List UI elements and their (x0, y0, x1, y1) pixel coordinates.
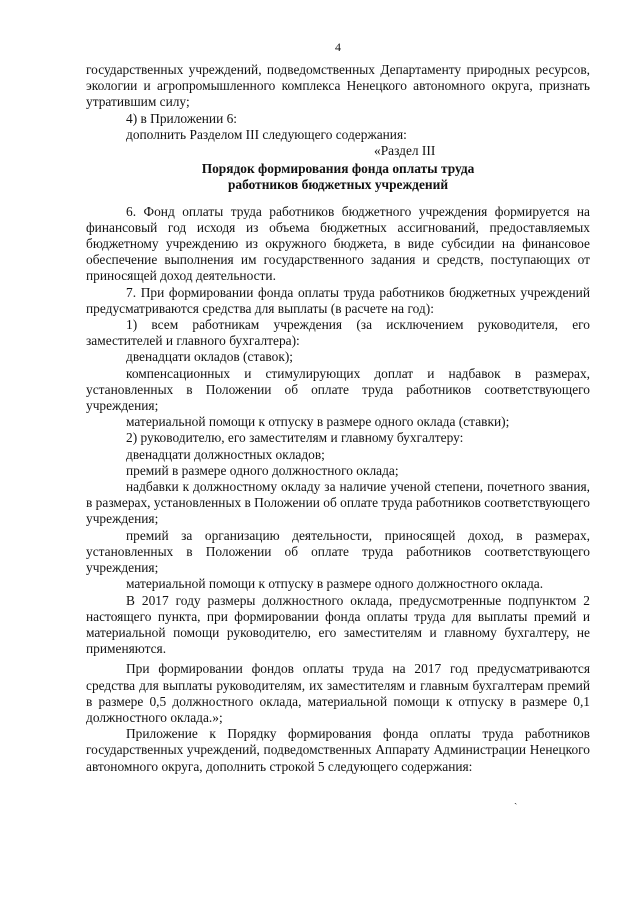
section-title-line-1: Порядок формирования фонда оплаты труда (201, 161, 475, 177)
paragraph-point-7: 7. При формировании фонда оплаты труда работников бюджетных учреждений предусматриваются средства для выплаты (в расчете на год): (86, 284, 590, 316)
paragraph-material-aid-official: материальной помощи к отпуску в размере одного должностного оклада. (126, 576, 544, 592)
section-label: «Раздел III (374, 143, 436, 159)
section-title (86, 161, 590, 193)
page-number: 4 (335, 40, 341, 54)
paragraph-appendix: Приложение к Порядку формирования фонда оплаты труда работников государственных учреждений, подведомственных Аппарату Администрации Ненецкого автономного округа, дополнить строкой 5 следующего содержания: (86, 726, 590, 774)
paragraph-twelve-salaries: двенадцати окладов (ставок); (126, 349, 294, 365)
paragraph-twelve-official-salaries: двенадцати должностных окладов; (126, 446, 325, 462)
paragraph-2017-note: В 2017 году размеры должностного оклада, предусмотренные подпунктом 2 настоящего пункта, при формировании фонда оплаты труда для выплаты премий и материальной помощи руководителю, его заместителям и главному бухгалтеру, не применяются. (86, 592, 590, 657)
paragraph-continuation: государственных учреждений, подведомственных Департаменту природных ресурсов, экологии и агропромышленного комплекса Ненецкого автономного округа, признать утратившим силу; (86, 62, 590, 110)
paragraph-subpoint-1: 1) всем работникам учреждения (за исключением руководителя, его заместителей и главного бухгалтера): (86, 317, 590, 349)
paragraph-bonuses: премий в размере одного должностного оклада; (126, 462, 399, 478)
paragraph-item-4: 4) в Приложении 6: (126, 110, 238, 126)
section-title-line-2: работников бюджетных учреждений (227, 177, 449, 193)
paragraph-point-6: 6. Фонд оплаты труда работников бюджетного учреждения формируется на финансовый год исходя из объема бюджетных ассигнований, предоставляемых бюджетному учреждению из окружного бюджета, в виде субсидии на финансовое обеспечение выполнения им государственного задания и средств, поступающих от приносящей доход деятельности. (86, 203, 590, 284)
stray-mark: ˎ (514, 794, 518, 805)
paragraph-2017-funds: При формировании фондов оплаты труда на 2017 год предусматриваются средства для выплаты руководителям, их заместителям и главным бухгалтерам премий в размере 0,5 должностного оклада, материальной помощи к отпуску в размере 0,1 должностного оклада.»; (86, 661, 590, 725)
paragraph-income-bonuses: премий за организацию деятельности, приносящей доход, в размерах, установленных в Положении об оплате труда работников соответствующего учреждения; (86, 527, 590, 576)
paragraph-material-aid: материальной помощи к отпуску в размере одного оклада (ставки); (126, 414, 510, 430)
paragraph-add-section: дополнить Разделом III следующего содержания: (126, 126, 407, 142)
paragraph-subpoint-2: 2) руководителю, его заместителям и главному бухгалтеру: (126, 430, 464, 446)
paragraph-compensation: компенсационных и стимулирующих доплат и надбавок в размерах, установленных в Положении об оплате труда работников соответствующего учреждения; (86, 365, 590, 414)
paragraph-allowance-degree: надбавки к должностному окладу за наличие ученой степени, почетного звания, в размерах, установленных в Положении об оплате труда работников соответствующего учреждения; (86, 479, 590, 527)
